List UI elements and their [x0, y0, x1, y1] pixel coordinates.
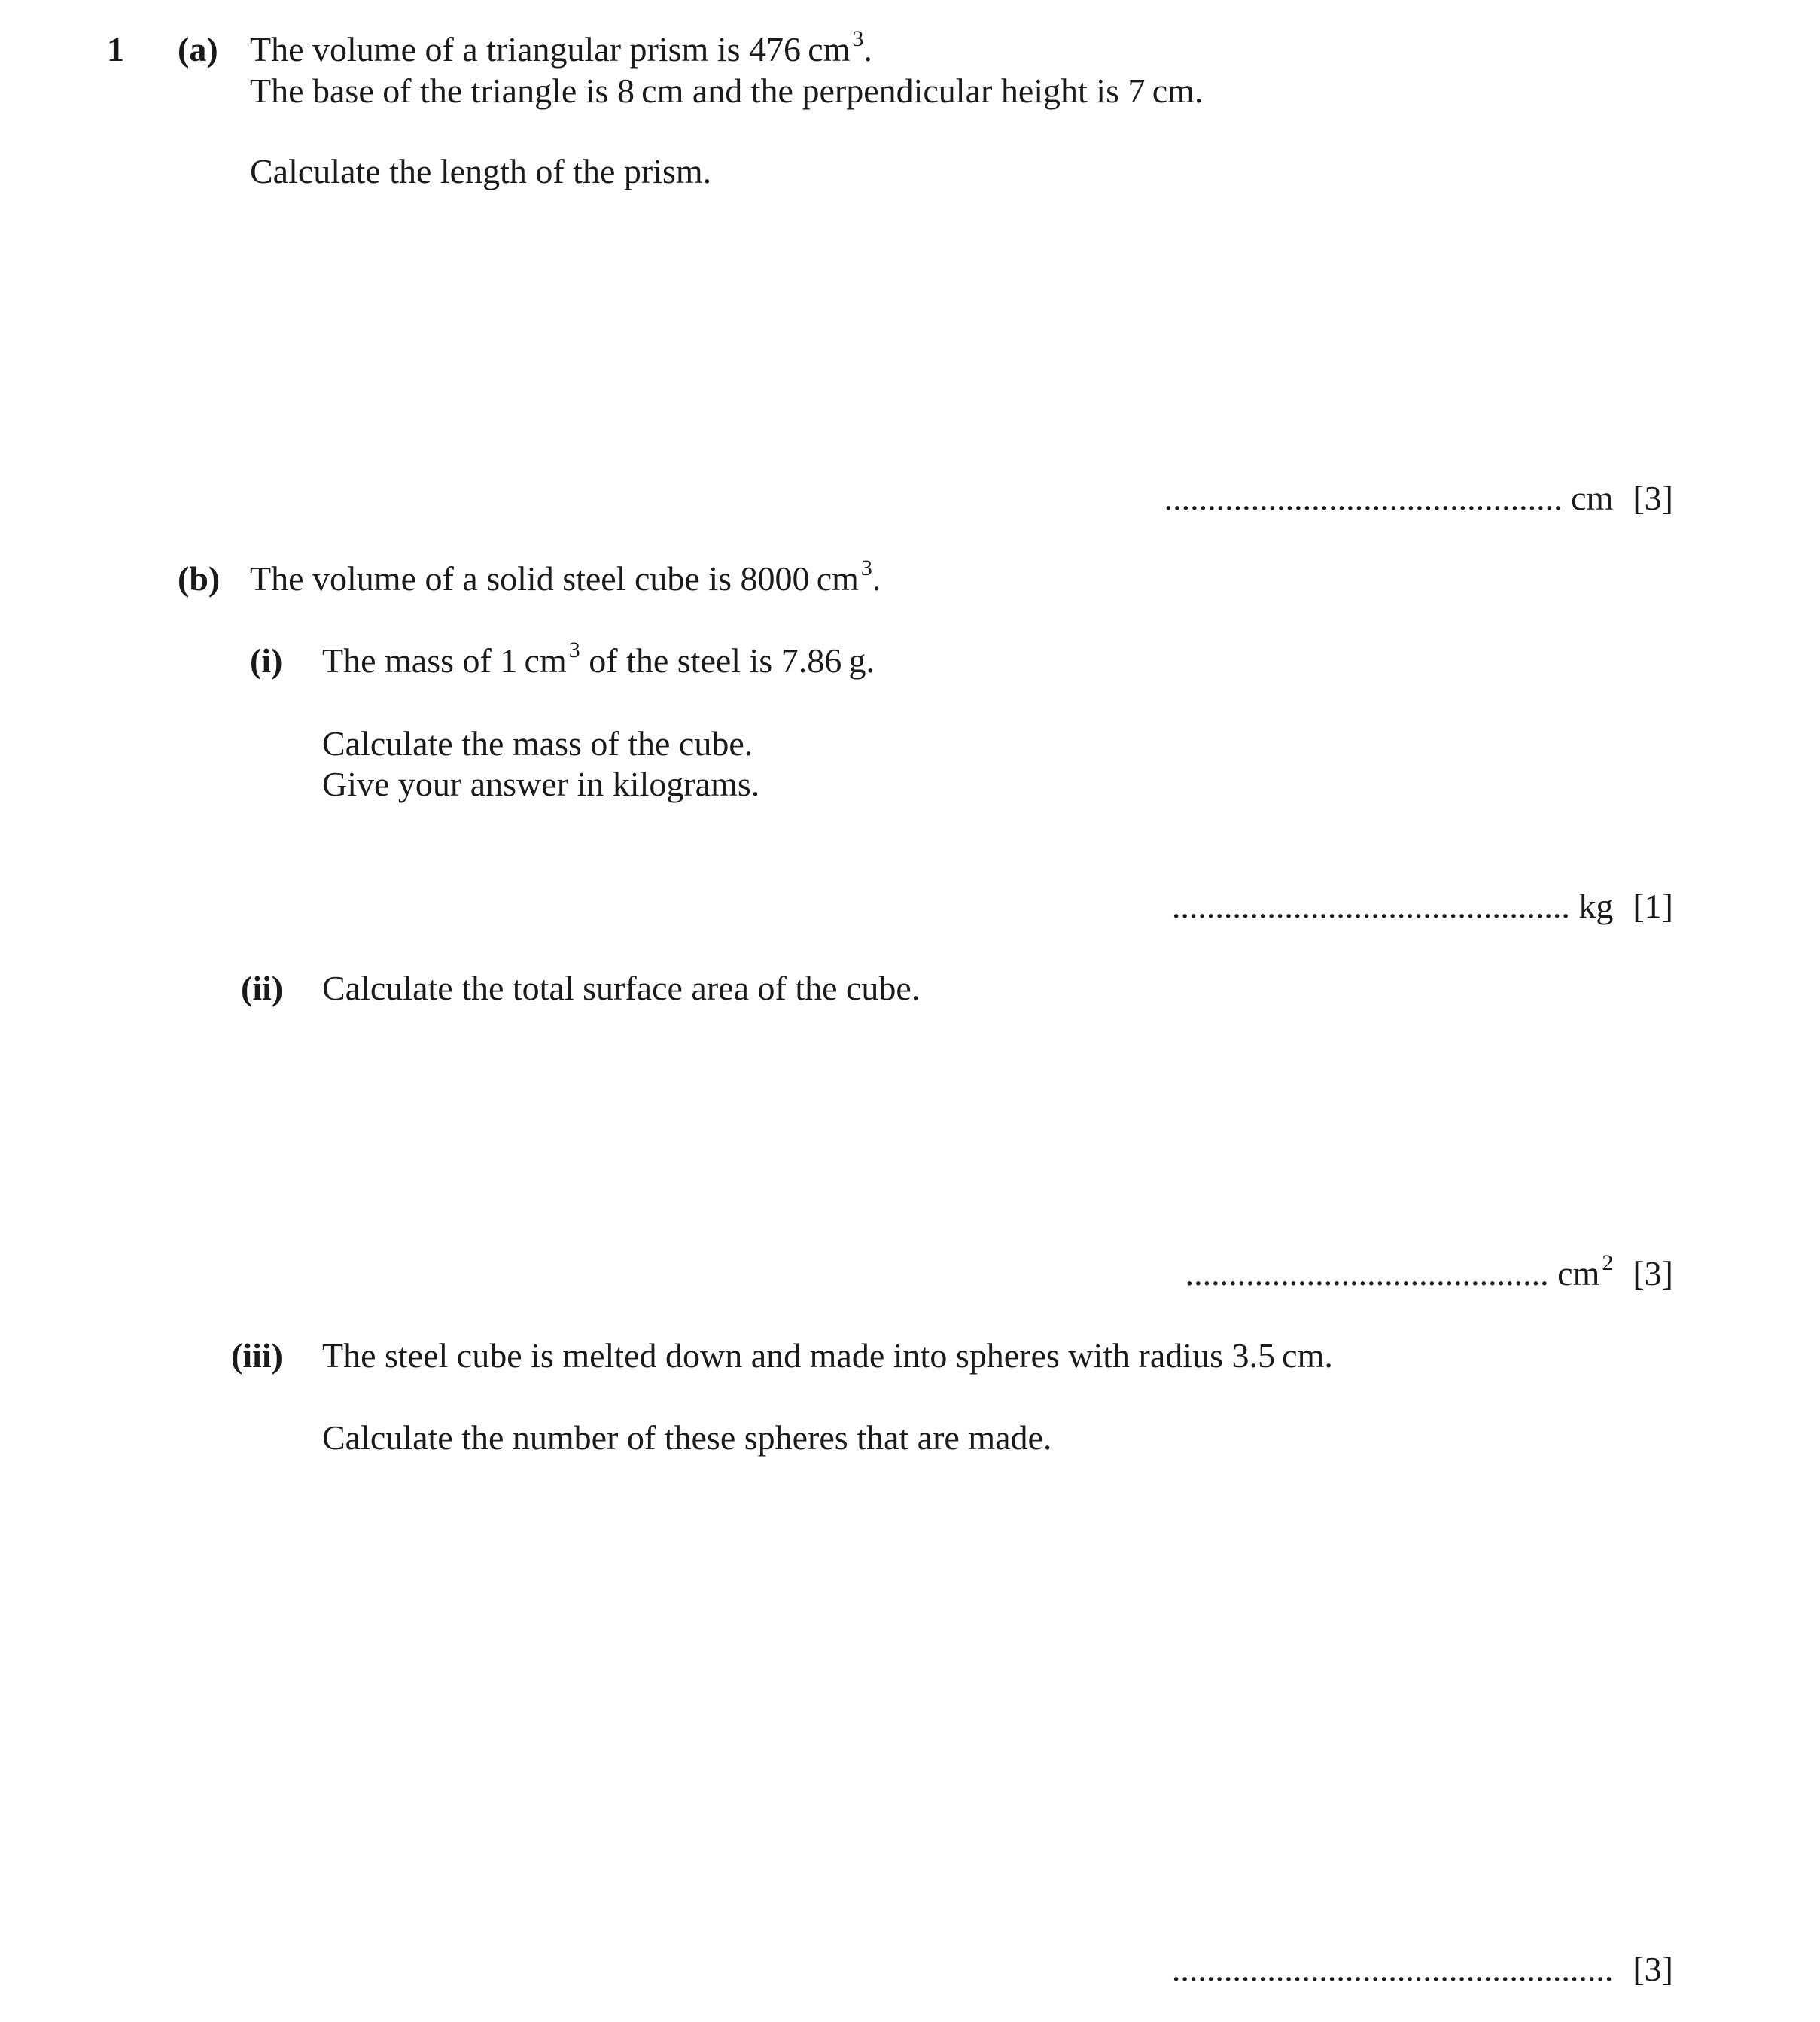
marks-label: [1] — [1633, 887, 1673, 925]
question-number: 1 — [107, 30, 124, 69]
part-b-i-instruction1: Calculate the mass of the cube. — [322, 724, 753, 763]
part-a-line2: The base of the triangle is 8 cm and the perpendicular height is 7 cm. — [250, 72, 1204, 110]
part-b-stem: The volume of a solid steel cube is 8000 cm $^3$. — [250, 556, 881, 598]
marks-label: [3] — [1633, 1254, 1673, 1293]
answer-unit: kg — [1578, 887, 1614, 925]
part-a-answer-line[interactable] — [1164, 477, 1673, 519]
answer-dots: .............................................. — [1171, 887, 1570, 925]
part-b-i-line1: The mass of 1 cm $^3$ of the steel is 7.86 g. — [322, 638, 875, 680]
answer-dots: .......................................... — [1185, 1254, 1549, 1293]
answer-unit: cm $^2$ — [1557, 1250, 1614, 1293]
part-b-ii-label: (ii) — [241, 969, 284, 1007]
part-a-label: (a) — [178, 30, 218, 69]
marks-label: [3] — [1633, 1950, 1673, 1988]
answer-dots: ................................................... — [1171, 1950, 1614, 1988]
marks-label: [3] — [1633, 479, 1673, 517]
part-b-iii-line1: The steel cube is melted down and made into spheres with radius 3.5 cm. — [322, 1336, 1333, 1375]
part-b-i-instruction2: Give your answer in kilograms. — [322, 765, 760, 803]
part-a-line1: The volume of a triangular prism is 476 cm $^3$. — [250, 26, 872, 69]
part-b-label: (b) — [178, 559, 221, 598]
part-b-i-label: (i) — [250, 641, 283, 680]
part-b-iii-label: (iii) — [231, 1336, 283, 1375]
answer-dots: .............................................. — [1164, 479, 1563, 517]
part-b-i-answer-line[interactable] — [1172, 885, 1673, 927]
part-b-iii-answer-line[interactable] — [1172, 1948, 1673, 1990]
part-b-iii-instruction: Calculate the number of these spheres that are made. — [322, 1418, 1052, 1457]
part-b-ii-answer-line[interactable] — [1185, 1250, 1673, 1294]
part-a-instruction: Calculate the length of the prism. — [250, 152, 712, 190]
answer-unit: cm — [1571, 479, 1614, 517]
part-b-ii-instruction: Calculate the total surface area of the cube. — [322, 969, 921, 1007]
